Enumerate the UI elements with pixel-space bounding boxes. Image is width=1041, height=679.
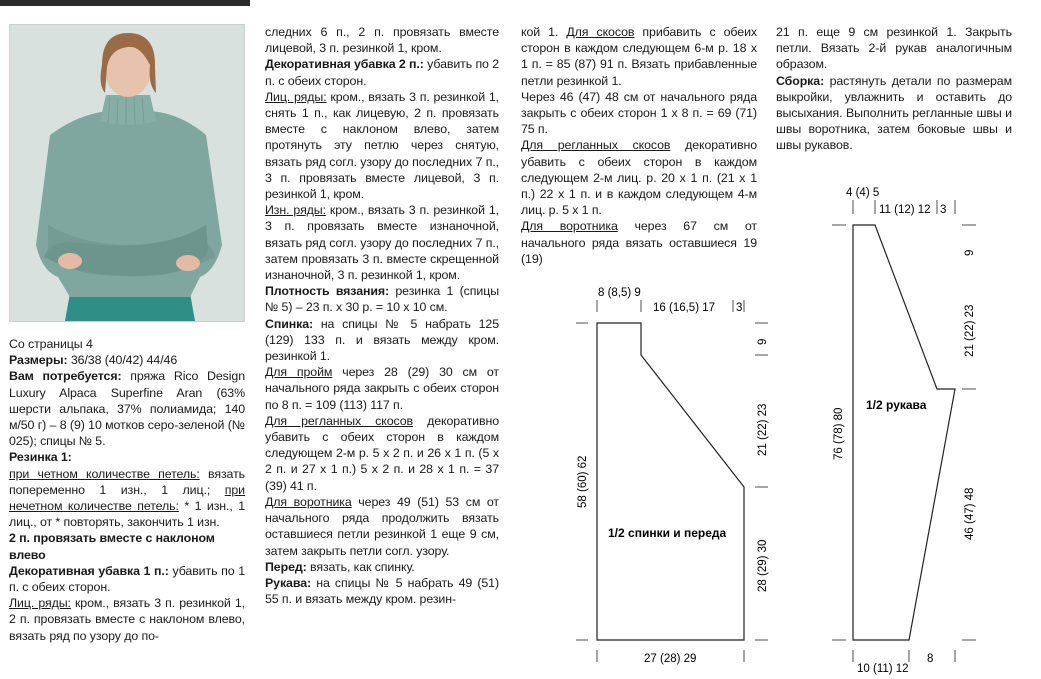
model-photo [9, 24, 245, 322]
raglan-label: Для регланных скосов [265, 413, 414, 428]
assembly-value: растянуть детали по размерам выкройки, увлажнить и оставить до высыхания. Выполнить регланные швы и швы воротника, затем боковые швы и швы рукавов. [776, 73, 1012, 153]
sleeve-top-dim-b: 11 (12) 12 [879, 204, 931, 216]
sleeve-bottom-dim-a: 10 (11) 12 [857, 663, 909, 675]
rs-label: Лиц. ряды: [9, 596, 71, 611]
back-value: на спицы № 5 набрать 125 (129) 133 п. и вязать между кром. резинкой 1. [265, 316, 499, 364]
body-top-dim-b: 16 (16,5) 17 [653, 302, 716, 314]
rib-odd-label: при нечетном количестве петель: [9, 482, 245, 514]
front-paragraph [265, 559, 499, 575]
sleeve-right-dim-c: 46 (47) 48 [964, 487, 976, 540]
rib-even-value: вязать попеременно 1 изн., 1 лиц.; [9, 466, 246, 497]
rs-value: кром., вязать 3 п. резинкой 1, 2 п. провязать вместе с наклоном влево, вязать ряд по узору до по- [9, 596, 245, 643]
rib-paragraph [9, 466, 245, 531]
materials-value: пряжа Rico Design Luxury Alpaca Superfine Aran (63% шерсти альпака, 37% полиамида; 140 м/50 г) – 8 (9) 10 мотков серо-зеленой (№ 025); спицы № 5. [9, 369, 245, 449]
body-right-dim-b: 21 (22) 23 [757, 403, 769, 456]
dec2-rs-paragraph [265, 89, 499, 202]
neck-label: Для воротника [265, 494, 352, 509]
gauge-label: Плотность вязания: [265, 284, 390, 299]
dec2-value: убавить по 2 п. с обеих сторон. [265, 57, 499, 88]
neck-label: Для воротника [521, 219, 618, 234]
body-outline [597, 323, 744, 640]
body-right-dim-c: 28 (29) 30 [757, 539, 769, 592]
sleeve-neck-paragraph [521, 218, 757, 267]
sleeve-finish-paragraph: 21 п. еще 9 см резинкой 1. Закрыть петли. Вязать 2-й рукав аналогичным образом. [776, 25, 1012, 72]
neck-value: через 49 (51) 53 см от начального ряда продолжить вязать оставшиеся петли резинкой 1 еще 9 см, затем закрыть петли согл. узору. [265, 494, 500, 558]
front-value: вязать, как спинку. [306, 559, 415, 574]
ws-value: кром., вязать 3 п. резинкой 1, 3 п. провязать вместе изнаночной, вязать ряд согл. узору до последних 7 п., затем провязать 3 п. вместе скрещенной изнаночной, 3 п. резинкой 1, кром. [265, 203, 499, 283]
assembly-label: Сборка: [776, 73, 825, 88]
neck-paragraph [265, 494, 499, 559]
sweater-photo-illustration [10, 25, 244, 321]
bevel-label: Для скосов [566, 25, 635, 39]
sleeve-right-dim-a: 9 [964, 249, 976, 256]
sleeve-top-dim-a: 4 (4) 5 [846, 187, 880, 199]
sleeve-schematic [820, 180, 1020, 675]
gauge-paragraph [265, 283, 499, 315]
rib-even-label: при четном количестве петель: [9, 466, 200, 481]
body-schematic [560, 280, 790, 670]
dec2-ws-paragraph [265, 202, 499, 283]
sleeves-label: Рукава: [265, 575, 312, 590]
armhole-value: через 28 (29) 30 см от начального ряда закрыть с обеих сторон по 8 п. = 109 (113) 117 п. [265, 365, 500, 412]
rs-value: кром., вязать 3 п. резинкой 1, снять 1 п., как лицевую, 2 п. провязать вместе с наклоном влево, затем протянуть эту петлю через снятую, вязать ряд согл. узору до последних 7 п., 3 п. провязать вместе лицевой, 3 п. резинкой 1, кром. [265, 89, 500, 202]
k2tog-heading: 2 п. провязать вместе с наклоном влево [9, 531, 215, 562]
sleeve-right-dim-b: 21 (22) 23 [964, 304, 976, 357]
sleeves-paragraph [265, 575, 499, 607]
rs-label: Лиц. ряды: [265, 89, 327, 104]
sleeve-left-dim: 76 (78) 80 [833, 407, 845, 460]
rib-heading: Резинка 1: [9, 450, 72, 465]
header-bar [0, 0, 250, 6]
materials-paragraph [9, 368, 245, 449]
materials-label: Вам потребуется: [9, 369, 122, 384]
body-bottom-dim: 27 (28) 29 [644, 653, 697, 665]
dec1-rs-paragraph [9, 595, 245, 644]
sleeves-value: на спицы № 5 набрать 49 (51) 55 п. и вязать между кром. резин- [265, 575, 499, 607]
body-piece-label: 1/2 спинки и переда [608, 526, 727, 540]
raglan-label: Для регланных скосов [521, 138, 671, 153]
dec2-paragraph [265, 56, 499, 88]
armhole-label: Для пройм [265, 365, 333, 380]
sizes-paragraph [9, 352, 245, 368]
sleeve-piece-label: 1/2 рукава [866, 398, 927, 412]
front-label: Перед: [265, 559, 307, 574]
ws-label: Изн. ряды: [265, 203, 326, 218]
neck-value: через 67 см от начального ряда вязать оставшиеся 19 (19) [521, 219, 758, 266]
back-paragraph [265, 316, 499, 365]
armhole-paragraph [265, 364, 499, 413]
raglan-value: декоративно убавить с обеих сторон в каждом следующем 2-м лиц. р. 20 х 1 п. (21 х 1 п.) 22 х 1 п. и в каждом следующем 4-м лиц. р. 5 х 1 п. [521, 138, 757, 218]
sleeve-top-dim-c: 3 [940, 204, 947, 216]
from-page-note: Со страницы 4 [9, 337, 93, 351]
back-label: Спинка: [265, 316, 314, 331]
text-column-4 [776, 24, 1012, 154]
body-left-dim: 58 (60) 62 [577, 455, 589, 508]
sleeve-shaping-paragraph [521, 24, 757, 89]
dec1-paragraph [9, 563, 245, 595]
body-top-dim-a: 8 (8,5) 9 [598, 287, 641, 299]
body-right-dim-a: 9 [757, 338, 769, 345]
sleeve-bottom-dim-b: 8 [927, 653, 934, 665]
dec1-continued: следних 6 п., 2 п. провязать вместе лицевой, 3 п. резинкой 1, кром. [265, 25, 499, 56]
dec1-label: Декоративная убавка 1 п.: [9, 563, 169, 578]
rib-odd-value: * 1 изн., 1 лиц., от * повторять, закончить 1 изн. [9, 499, 245, 530]
dec2-label: Декоративная убавка 2 п.: [265, 57, 424, 72]
sleeve-cont-a: кой 1. [521, 25, 567, 39]
text-column-2 [265, 24, 499, 607]
dec1-value: убавить по 1 п. с обеих сторон. [9, 563, 245, 595]
text-column-1 [9, 336, 245, 644]
assembly-paragraph [776, 73, 1012, 154]
sleeve-cont-b: прибавить с обеих сторон в каждом следующем 6-м р. 18 х 1 п. = 85 (87) 91 п. Вязать прибавленные петли резинкой 1. [521, 25, 757, 88]
sizes-label: Размеры: [9, 353, 68, 368]
sizes-value: 36/38 (40/42) 44/46 [67, 353, 178, 368]
sleeve-bindoff-paragraph: Через 46 (47) 48 см от начального ряда закрыть с обеих сторон 1 х 8 п. = 69 (71) 75 п. [521, 89, 757, 137]
text-column-3 [521, 24, 757, 267]
body-top-dim-c: 3 [736, 302, 743, 314]
raglan-value: декоративно убавить с обеих сторон в каждом следующем 2-м р. 5 х 2 п. и 26 х 1 п. (5 х 2 п. и 27 х 1 п.) 5 х 2 п. и 28 х 1 п. = 37 (39) 41 п. [265, 413, 499, 493]
sleeve-outline [853, 225, 955, 640]
gauge-value: резинка 1 (спицы № 5) – 23 п. х 30 р. = 10 х 10 см. [265, 284, 500, 315]
raglan-paragraph [265, 413, 499, 494]
sleeve-raglan-paragraph [521, 137, 757, 218]
